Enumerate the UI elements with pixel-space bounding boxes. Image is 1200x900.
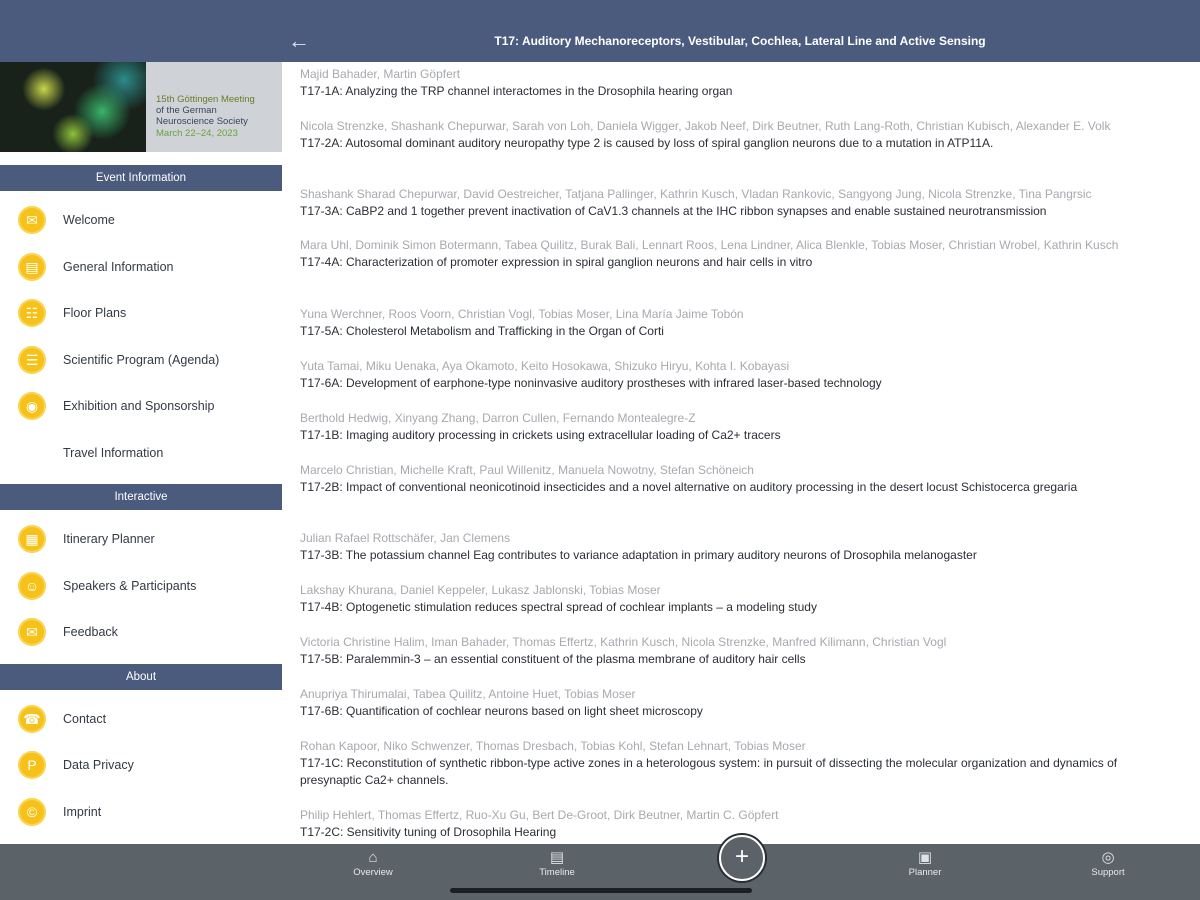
list-item[interactable] — [300, 186, 1180, 220]
banner-line-2: of the German — [156, 105, 217, 116]
people-icon: ☺ — [18, 572, 46, 600]
sidebar-item-general-information[interactable] — [0, 244, 282, 291]
sidebar-item-label: Scientific Program (Agenda) — [63, 352, 220, 367]
privacy-icon: P — [18, 751, 46, 779]
timeline-icon: ▤ — [549, 849, 565, 866]
list-item[interactable] — [300, 738, 1180, 789]
talk-list — [282, 62, 1200, 844]
home-icon: ⌂ — [368, 849, 378, 866]
support-chat-icon: ◎ — [1101, 849, 1115, 866]
talk-authors: Philip Hehlert, Thomas Effertz, Ruo-Xu Gu, Bert De-Groot, Dirk Beutner, Martin C. Göpfert — [300, 808, 779, 822]
list-item[interactable] — [300, 306, 1180, 340]
talk-authors: Victoria Christine Halim, Iman Bahader, Thomas Effertz, Kathrin Kusch, Nicola Strenzke, Manfred Kilimann, Christian Vogl — [300, 635, 947, 649]
add-button[interactable] — [719, 835, 765, 881]
talk-title: T17-5B: Paralemmin-3 – an essential constituent of the plasma membrane of auditory hair cells — [300, 652, 806, 666]
sidebar — [0, 62, 282, 844]
nav-label: Planner — [908, 867, 942, 878]
section-header-interactive: Interactive — [0, 484, 282, 510]
banner-line-1: 15th Göttingen Meeting — [156, 94, 255, 105]
conference-banner — [0, 62, 282, 152]
plus-icon: + — [734, 843, 749, 870]
sidebar-item-welcome[interactable] — [0, 197, 282, 244]
sidebar-item-label: Floor Plans — [63, 306, 127, 320]
top-bar — [0, 0, 1200, 62]
sidebar-item-label: Travel Information — [63, 445, 164, 460]
arrow-left-icon: ← — [288, 28, 310, 53]
talk-authors: Rohan Kapoor, Niko Schwenzer, Thomas Dresbach, Tobias Kohl, Stefan Lehnart, Tobias Moser — [300, 739, 806, 753]
talk-authors: Berthold Hedwig, Xinyang Zhang, Darron Cullen, Fernando Montealegre-Z — [300, 411, 696, 425]
talk-authors: Anupriya Thirumalai, Tabea Quilitz, Antoine Huet, Tobias Moser — [300, 687, 636, 701]
sidebar-item-label: Data Privacy — [63, 758, 134, 772]
handshake-icon: ✉ — [18, 206, 46, 234]
sidebar-item-floor-plans[interactable] — [0, 290, 282, 337]
sidebar-item-label: Welcome — [63, 213, 115, 227]
sidebar-item-label: Contact — [63, 711, 107, 726]
agenda-icon: ☰ — [18, 346, 46, 374]
list-item[interactable] — [300, 118, 1180, 152]
list-item[interactable] — [300, 686, 1180, 720]
talk-title: T17-1A: Analyzing the TRP channel interactomes in the Drosophila hearing organ — [300, 84, 733, 98]
nav-label: Overview — [353, 867, 393, 878]
talk-authors: Julian Rafael Rottschäfer, Jan Clemens — [300, 531, 511, 545]
nav-label: Timeline — [539, 867, 575, 878]
talk-authors: Shashank Sharad Chepurwar, David Oestreicher, Tatjana Pallinger, Kathrin Kusch, Vladan Rankovic, Sangyong Jung, Nicola Strenzke, Tina Pangrsic — [300, 187, 1092, 201]
sidebar-item-label: General Information — [63, 259, 174, 274]
list-item[interactable] — [300, 358, 1180, 392]
contact-icon: ☎ — [18, 705, 46, 733]
talk-authors: Lakshay Khurana, Daniel Keppeler, Lukasz Jablonski, Tobias Moser — [300, 583, 661, 597]
talk-title: T17-2A: Autosomal dominant auditory neuropathy type 2 is caused by loss of spiral ganglion neurons due to a mutation in ATP11A. — [300, 136, 994, 150]
chat-icon: ✉ — [18, 618, 46, 646]
list-item[interactable] — [300, 410, 1180, 444]
sidebar-item-speakers-participants[interactable] — [0, 563, 282, 610]
list-item[interactable] — [300, 66, 1180, 100]
section-header-about: About — [0, 664, 282, 690]
list-item[interactable] — [300, 582, 1180, 616]
page-title: T17: Auditory Mechanoreceptors, Vestibular, Cochlea, Lateral Line and Active Sensing — [494, 34, 986, 48]
sidebar-item-label: Speakers & Participants — [63, 578, 197, 593]
list-item[interactable] — [300, 462, 1180, 496]
sidebar-item-imprint[interactable] — [0, 789, 282, 836]
talk-title: T17-1B: Imaging auditory processing in crickets using extracellular loading of Ca2+ tracers — [300, 428, 781, 442]
talk-authors: Majid Bahader, Martin Göpfert — [300, 67, 461, 81]
sidebar-item-feedback[interactable] — [0, 609, 282, 656]
nav-label: Support — [1091, 867, 1125, 878]
talk-authors: Nicola Strenzke, Shashank Chepurwar, Sarah von Loh, Daniela Wigger, Jakob Neef, Dirk Beutner, Ruth Lang-Roth, Christian Kubisch, Alexander E. Volk — [300, 119, 1111, 133]
list-item[interactable] — [300, 237, 1180, 271]
section-header-event-information: Event Information — [0, 165, 282, 191]
talk-title: T17-5A: Cholesterol Metabolism and Trafficking in the Organ of Corti — [300, 324, 664, 338]
banner-image — [0, 62, 146, 152]
talk-authors: Yuna Werchner, Roos Voorn, Christian Vogl, Tobias Moser, Lina María Jaime Tobón — [300, 307, 744, 321]
sidebar-item-travel-information[interactable] — [0, 430, 282, 477]
list-item[interactable] — [300, 530, 1180, 564]
banner-line-3: Neuroscience Society — [156, 116, 248, 127]
back-button[interactable] — [286, 28, 312, 54]
talk-title: T17-4A: Characterization of promoter expression in spiral ganglion neurons and hair cells in vitro — [300, 255, 813, 269]
banner-text — [146, 62, 282, 152]
location-pin-icon: ◉ — [18, 392, 46, 420]
sidebar-item-exhibition-sponsorship[interactable] — [0, 383, 282, 430]
sidebar-item-scientific-program[interactable] — [0, 337, 282, 384]
sidebar-item-itinerary-planner[interactable] — [0, 516, 282, 563]
sidebar-item-label: Feedback — [63, 625, 118, 639]
talk-title: T17-3B: The potassium channel Eag contributes to variance adaptation in primary auditory neurons of Drosophila melanogaster — [300, 548, 977, 562]
nav-support[interactable] — [1063, 850, 1153, 879]
home-indicator — [450, 888, 752, 893]
sidebar-item-label: Exhibition and Sponsorship — [63, 399, 215, 413]
sidebar-item-label: Itinerary Planner — [63, 532, 155, 546]
calendar-grid-icon: ▦ — [18, 525, 46, 553]
nav-timeline[interactable] — [512, 850, 602, 879]
nav-planner[interactable] — [880, 850, 970, 879]
talk-title: T17-6A: Development of earphone-type noninvasive auditory prostheses with infrared laser-based technology — [300, 376, 882, 390]
nav-overview[interactable] — [328, 850, 418, 879]
talk-title: T17-4B: Optogenetic stimulation reduces spectral spread of cochlear implants – a modeling study — [300, 600, 817, 614]
sidebar-item-contact[interactable] — [0, 696, 282, 743]
folder-icon: ▤ — [18, 253, 46, 281]
map-icon: ☷ — [18, 299, 46, 327]
talk-title: T17-3A: CaBP2 and 1 together prevent inactivation of CaV1.3 channels at the IHC ribbon synapses and enable sustained neurotransmission — [300, 204, 1047, 218]
talk-authors: Marcelo Christian, Michelle Kraft, Paul Willenitz, Manuela Nowotny, Stefan Schöneich — [300, 463, 754, 477]
sidebar-item-label: Imprint — [63, 804, 102, 819]
copyright-icon: © — [18, 798, 46, 826]
talk-title: T17-6B: Quantification of cochlear neurons based on light sheet microscopy — [300, 704, 703, 718]
list-item[interactable] — [300, 634, 1180, 668]
talk-title: T17-2B: Impact of conventional neonicotinoid insecticides and a novel alternative on auditory processing in the desert locust Schistocerca gregaria — [300, 480, 1078, 494]
talk-title: T17-1C: Reconstitution of synthetic ribbon-type active zones in a heterologous system: in pursuit of dissecting the molecular organization and dynamics of presynaptic Ca2+ channels. — [300, 756, 1118, 787]
sidebar-item-data-privacy[interactable] — [0, 742, 282, 789]
banner-line-4: March 22–24, 2023 — [156, 128, 238, 139]
calendar-icon: ▣ — [917, 849, 933, 866]
talk-authors: Yuta Tamai, Miku Uenaka, Aya Okamoto, Keito Hosokawa, Shizuko Hiryu, Kohta I. Kobayasi — [300, 359, 790, 373]
talk-authors: Mara Uhl, Dominik Simon Botermann, Tabea Quilitz, Burak Bali, Lennart Roos, Lena Lindner, Alica Blenkle, Tobias Moser, Christian Wrobel, Kathrin Kusch — [300, 238, 1119, 252]
talk-title: T17-2C: Sensitivity tuning of Drosophila Hearing — [300, 825, 557, 839]
